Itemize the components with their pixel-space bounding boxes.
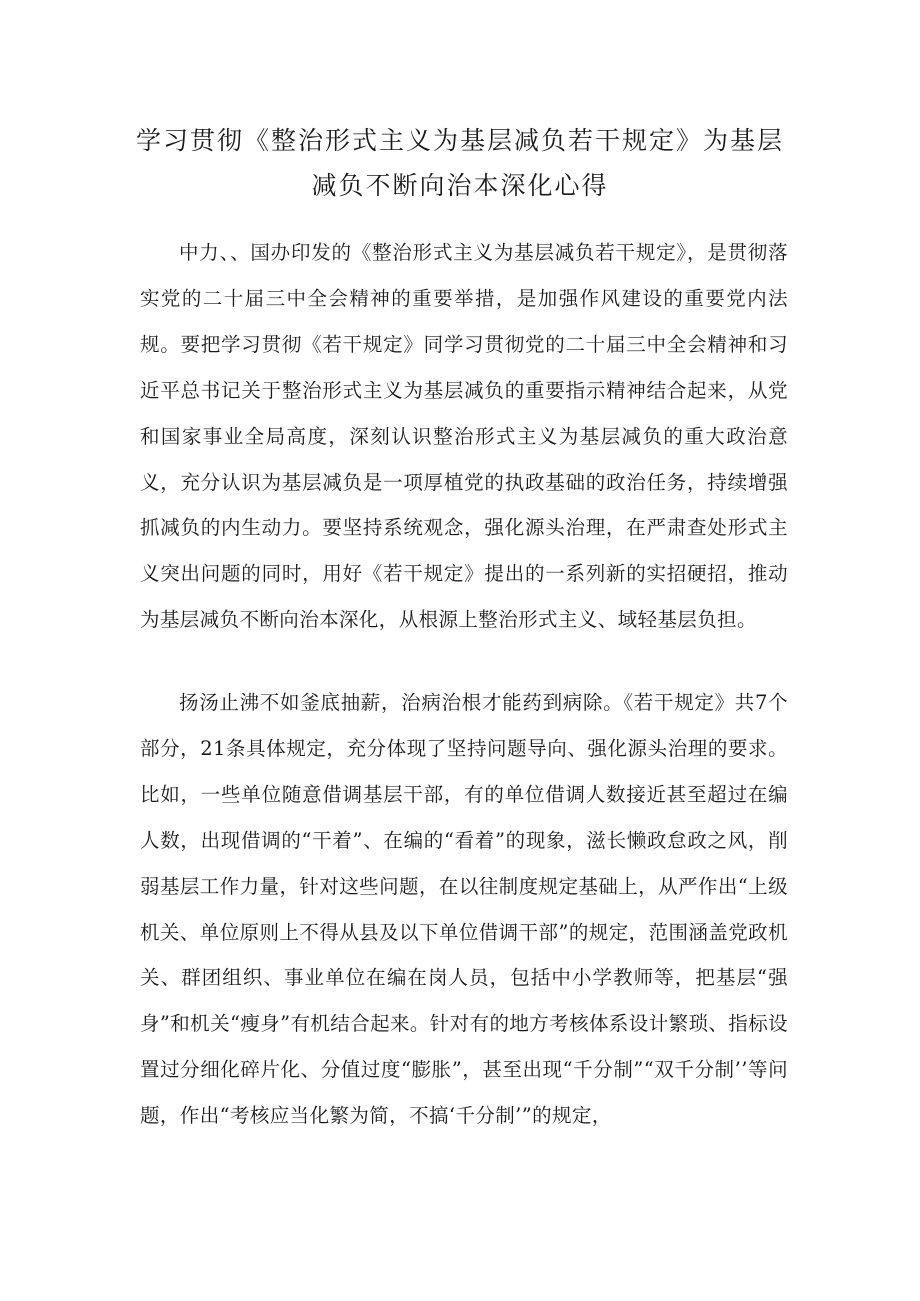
body-paragraph-1: 中力、、国办印发的《整治形式主义为基层减负若干规定》，是贯彻落实党的二十届三中全会精神的重要举措，是加强作风建设的重要党内法规。要把学习贯彻《若干规定》同学习贯彻党的二十届三中全会精神和习近平总书记关于整治形式主义为基层减负的重要指示精神结合起来，从党和国家事业全局高度，深刻认识整治形式主义为基层减负的重大政治意义，充分认识为基层减负是一项厚植党的执政基础的政治任务，持续增强抓减负的内生动力。要坚持系统观念，强化源头治理，在严肃查处形式主义突出问题的同时，用好《若干规定》提出的一系列新的实招硬招，推动为基层减负不断向治本深化，从根源上整治形式主义、域轻基层负担。 bbox=[140, 241, 788, 632]
body-paragraph-2: 扬汤止沸不如釜底抽薪，治病治根才能药到病除。《若干规定》共7个部分，21条具体规定，充分体现了坚持问题导向、强化源头治理的要求。比如，一些单位随意借调基层干部，有的单位借调人数接近甚至超过在编人数，出现借调的“干着”、在编的“看着”的现象，滋长懒政怠政之风，削弱基层工作力量，针对这些问题，在以往制度规定基础上，从严作出“上级机关、单位原则上不得从县及以下单位借调干部”的规定，范围涵盖党政机关、群团组织、事业单位在编在岗人员，包括中小学教师等，把基层“强身”和机关“瘦身”有机结合起来。针对有的地方考核体系设计繁琐、指标设置过分细化碎片化、分值过度“膨胀”，甚至出现“千分制”“双千分制’’等问题，作出“考核应当化繁为简，不搞‘千分制’”的规定， bbox=[140, 691, 789, 1128]
document-title: 学习贯彻《整治形式主义为基层减负若干规定》为基层减负不断向治本深化心得 bbox=[135, 126, 784, 200]
